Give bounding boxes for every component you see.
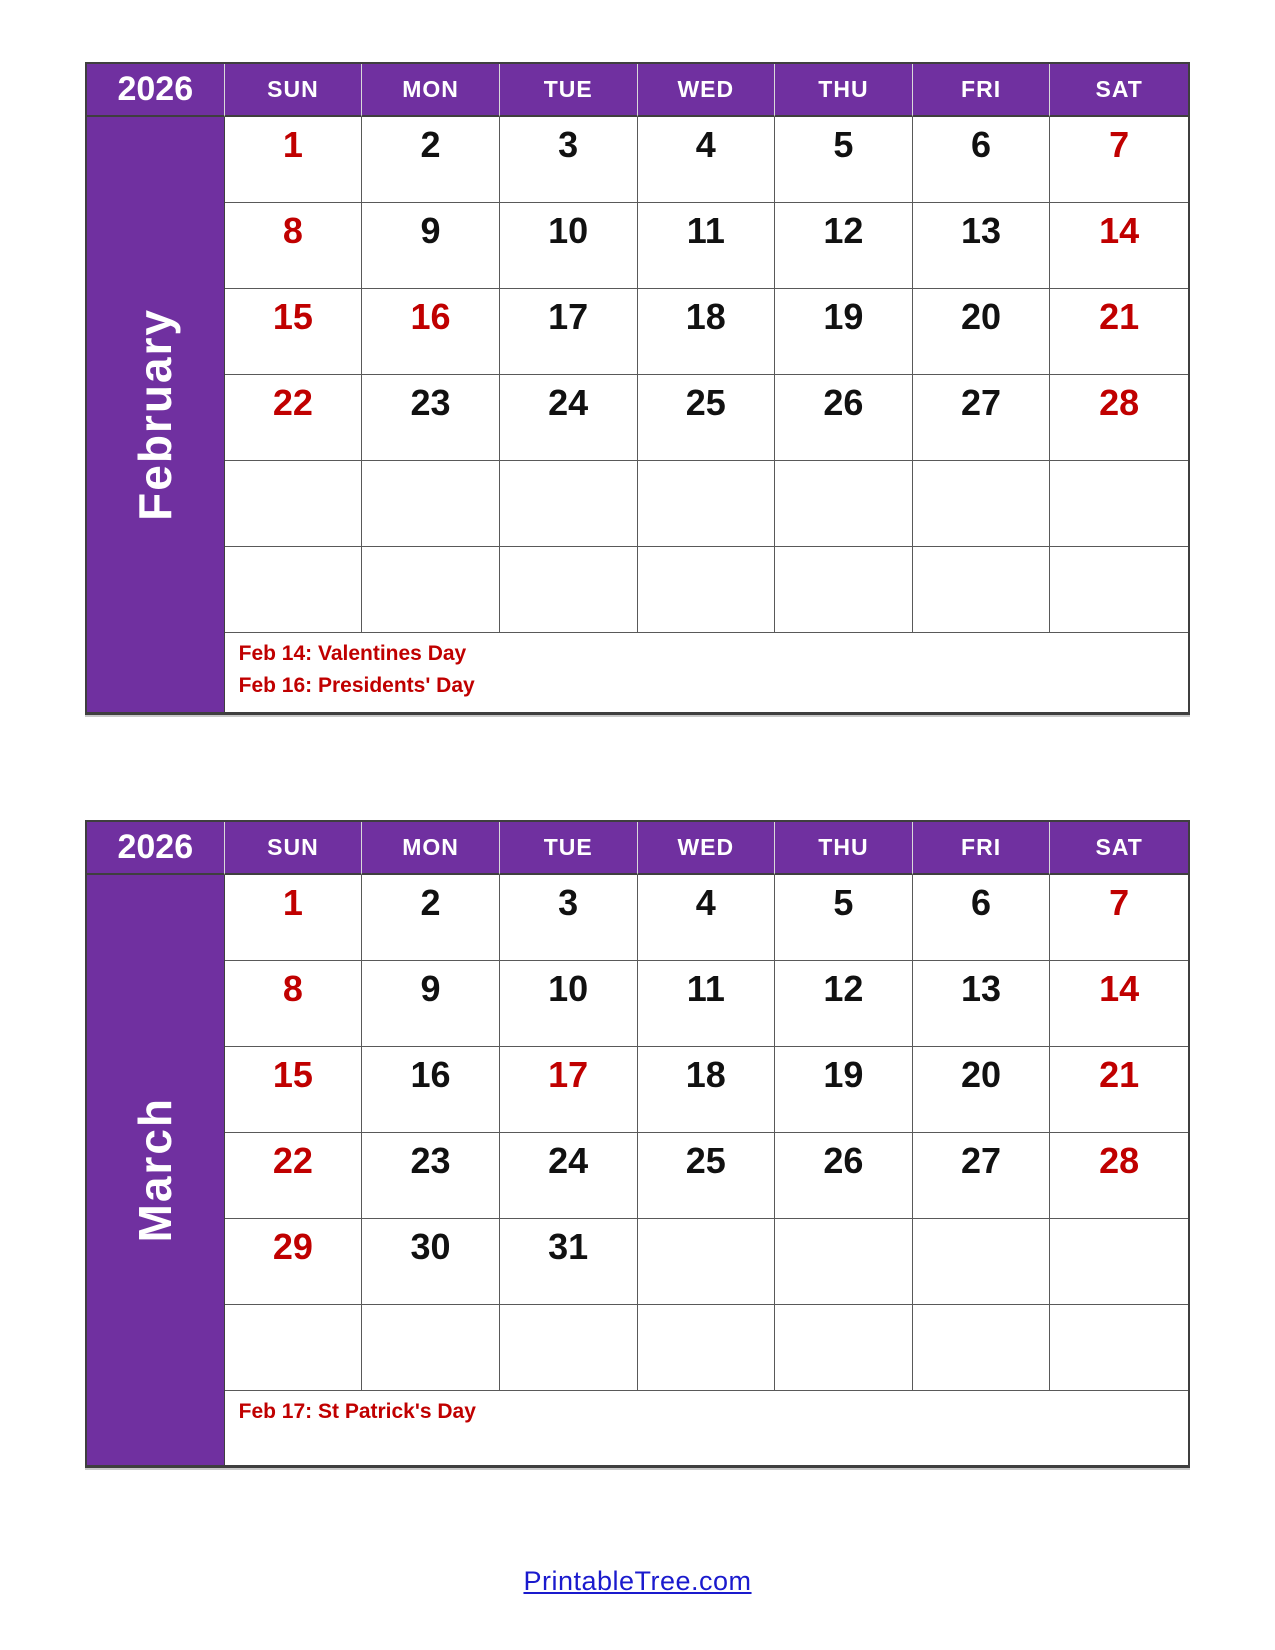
day-cell-4: 4: [638, 117, 776, 203]
weekday-header-fri: FRI: [913, 64, 1051, 117]
day-cell-17: 17: [500, 289, 638, 375]
day-cell-8: 8: [225, 203, 363, 289]
day-cell-24: 24: [500, 375, 638, 461]
day-cell-22: 22: [225, 375, 363, 461]
holiday-notes: [225, 1391, 1188, 1465]
day-cell-13: 13: [913, 203, 1051, 289]
empty-day-cell: [913, 461, 1051, 547]
footer: [0, 1566, 1275, 1597]
day-cell-25: 25: [638, 1133, 776, 1219]
day-cell-28: 28: [1050, 375, 1188, 461]
day-cell-12: 12: [775, 961, 913, 1047]
day-cell-6: 6: [913, 875, 1051, 961]
weekday-header-mon: MON: [362, 822, 500, 875]
empty-day-cell: [500, 461, 638, 547]
day-cell-11: 11: [638, 961, 776, 1047]
day-cell-12: 12: [775, 203, 913, 289]
day-cell-15: 15: [225, 1047, 363, 1133]
day-cell-16: 16: [362, 289, 500, 375]
day-cell-26: 26: [775, 375, 913, 461]
empty-day-cell: [638, 461, 776, 547]
day-cell-10: 10: [500, 961, 638, 1047]
day-cell-15: 15: [225, 289, 363, 375]
empty-day-cell: [638, 547, 776, 633]
day-cell-5: 5: [775, 875, 913, 961]
holiday-note-line: Feb 16: Presidents' Day: [238, 673, 475, 697]
day-cell-5: 5: [775, 117, 913, 203]
month-column: [87, 875, 225, 1465]
day-cell-16: 16: [362, 1047, 500, 1133]
day-cell-21: 21: [1050, 1047, 1188, 1133]
day-cell-1: 1: [225, 117, 363, 203]
weekday-header-sun: SUN: [225, 64, 363, 117]
day-cell-13: 13: [913, 961, 1051, 1047]
empty-day-cell: [1050, 1305, 1188, 1391]
day-cell-31: 31: [500, 1219, 638, 1305]
holiday-note-line: Feb 14: Valentines Day: [238, 642, 467, 665]
empty-day-cell: [913, 1305, 1051, 1391]
month-column: [87, 117, 225, 712]
day-cell-17: 17: [500, 1047, 638, 1133]
day-cell-27: 27: [913, 375, 1051, 461]
weekday-header-sun: SUN: [225, 822, 363, 875]
day-cell-9: 9: [362, 961, 500, 1047]
day-cell-2: 2: [362, 117, 500, 203]
day-cell-30: 30: [362, 1219, 500, 1305]
day-cell-20: 20: [913, 1047, 1051, 1133]
day-cell-2: 2: [362, 875, 500, 961]
day-cell-26: 26: [775, 1133, 913, 1219]
empty-day-cell: [362, 1305, 500, 1391]
weekday-header-tue: TUE: [500, 822, 638, 875]
empty-day-cell: [1050, 547, 1188, 633]
day-cell-4: 4: [638, 875, 776, 961]
empty-day-cell: [775, 547, 913, 633]
day-cell-14: 14: [1050, 961, 1188, 1047]
day-cell-10: 10: [500, 203, 638, 289]
weekday-header-sat: SAT: [1050, 64, 1188, 117]
empty-day-cell: [775, 461, 913, 547]
empty-day-cell: [225, 547, 363, 633]
day-cell-24: 24: [500, 1133, 638, 1219]
weekday-header-fri: FRI: [913, 822, 1051, 875]
day-cell-25: 25: [638, 375, 776, 461]
empty-day-cell: [225, 461, 363, 547]
year-label: 2026: [87, 822, 225, 875]
empty-day-cell: [775, 1305, 913, 1391]
empty-day-cell: [362, 461, 500, 547]
empty-day-cell: [500, 547, 638, 633]
day-cell-14: 14: [1050, 203, 1188, 289]
empty-day-cell: [1050, 1219, 1188, 1305]
day-cell-29: 29: [225, 1219, 363, 1305]
weekday-header-sat: SAT: [1050, 822, 1188, 875]
march-2026-calendar: [85, 820, 1190, 1468]
day-cell-19: 19: [775, 1047, 913, 1133]
empty-day-cell: [1050, 461, 1188, 547]
day-cell-20: 20: [913, 289, 1051, 375]
day-cell-1: 1: [225, 875, 363, 961]
day-cell-27: 27: [913, 1133, 1051, 1219]
day-cell-7: 7: [1050, 875, 1188, 961]
month-label: March: [129, 1097, 182, 1243]
day-cell-7: 7: [1050, 117, 1188, 203]
day-cell-3: 3: [500, 875, 638, 961]
weekday-header-wed: WED: [638, 64, 776, 117]
day-cell-23: 23: [362, 375, 500, 461]
day-cell-22: 22: [225, 1133, 363, 1219]
weekday-header-thu: THU: [775, 822, 913, 875]
empty-day-cell: [362, 547, 500, 633]
empty-day-cell: [638, 1305, 776, 1391]
year-label: 2026: [87, 64, 225, 117]
day-cell-11: 11: [638, 203, 776, 289]
month-label: February: [129, 308, 182, 521]
printabletree-link[interactable]: PrintableTree.com: [523, 1566, 752, 1596]
day-cell-21: 21: [1050, 289, 1188, 375]
day-cell-23: 23: [362, 1133, 500, 1219]
day-cell-18: 18: [638, 1047, 776, 1133]
empty-day-cell: [225, 1305, 363, 1391]
day-cell-3: 3: [500, 117, 638, 203]
day-cell-28: 28: [1050, 1133, 1188, 1219]
weekday-header-wed: WED: [638, 822, 776, 875]
day-cell-9: 9: [362, 203, 500, 289]
holiday-notes: [225, 633, 1188, 712]
day-cell-18: 18: [638, 289, 776, 375]
holiday-note-line: Feb 17: St Patrick's Day: [238, 1400, 476, 1423]
empty-day-cell: [913, 1219, 1051, 1305]
weekday-header-mon: MON: [362, 64, 500, 117]
weekday-header-tue: TUE: [500, 64, 638, 117]
empty-day-cell: [913, 547, 1051, 633]
empty-day-cell: [500, 1305, 638, 1391]
empty-day-cell: [638, 1219, 776, 1305]
empty-day-cell: [775, 1219, 913, 1305]
day-cell-19: 19: [775, 289, 913, 375]
day-cell-6: 6: [913, 117, 1051, 203]
weekday-header-thu: THU: [775, 64, 913, 117]
february-2026-calendar: [85, 62, 1190, 715]
day-cell-8: 8: [225, 961, 363, 1047]
